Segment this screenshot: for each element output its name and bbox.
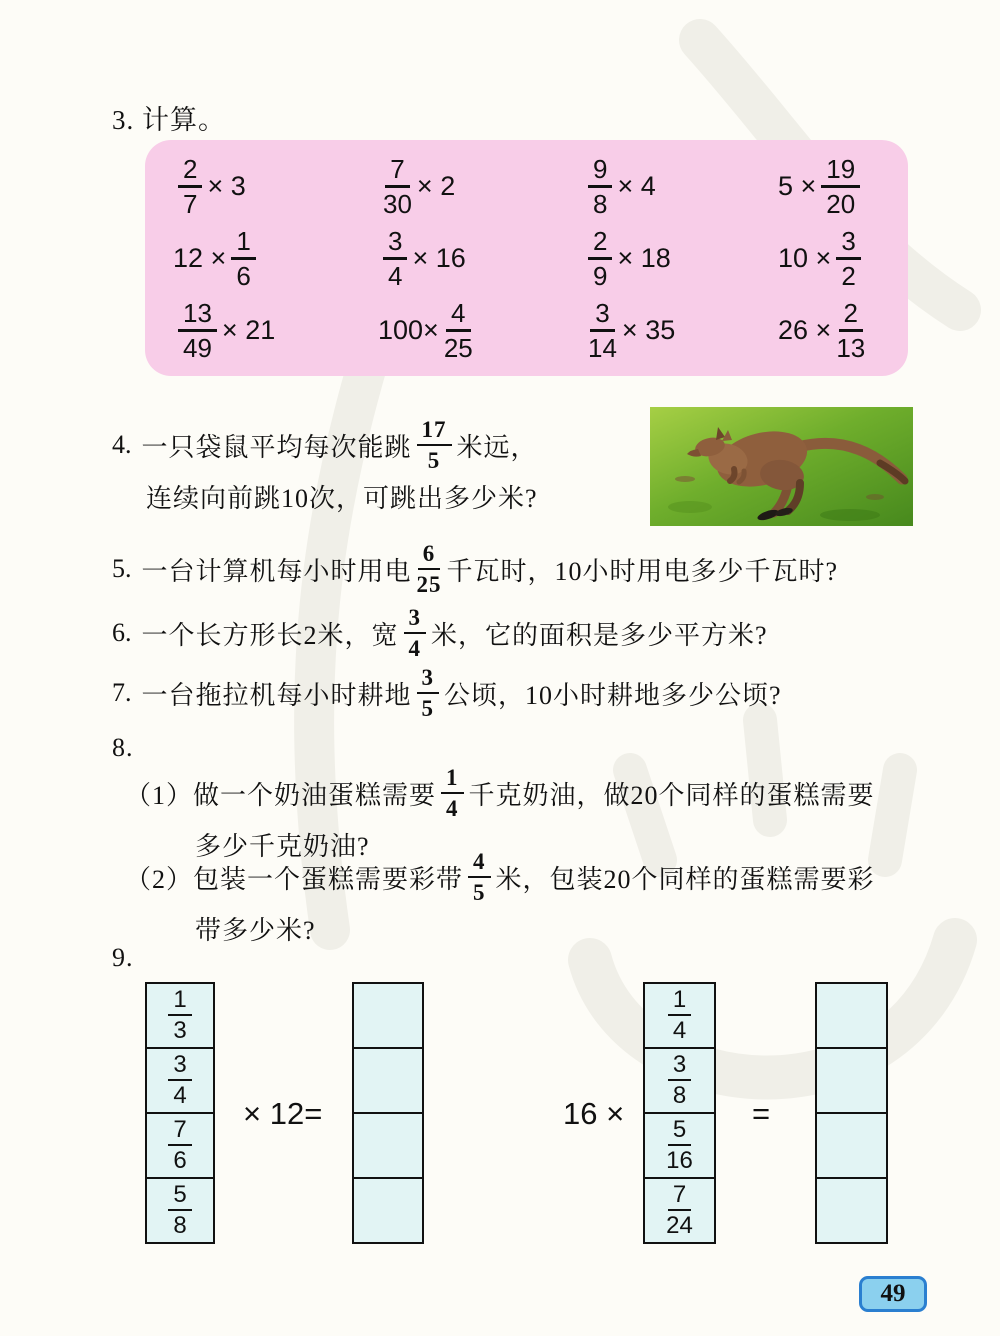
exercise-right: × 35: [621, 314, 676, 345]
numerator: 3: [836, 228, 860, 260]
problem6-number: 6.: [112, 618, 132, 647]
problem3-number: 3.: [112, 105, 135, 135]
numerator: 3: [168, 1053, 191, 1081]
exercise-right: × 21: [221, 314, 276, 345]
exercise-4: [778, 153, 898, 219]
fraction: [666, 1183, 693, 1238]
numerator: 6: [418, 542, 441, 570]
fraction: [383, 225, 407, 291]
problem8-sub1-text: 多少千克奶油?: [195, 832, 370, 861]
problem7: [112, 666, 782, 720]
table-cell: [147, 1179, 213, 1242]
fraction: [231, 225, 255, 291]
problem8-sub2-text: 带多少米?: [195, 916, 316, 945]
exercise-7: [583, 225, 778, 291]
problem9-left-answer-table: [352, 982, 424, 1244]
answer-cell[interactable]: [354, 1049, 422, 1114]
fraction: [178, 153, 202, 219]
fraction: [168, 1053, 191, 1108]
exercise-left: 100×: [378, 314, 439, 345]
problem5-text: 千瓦时，10小时用电多少千瓦时?: [446, 556, 839, 586]
denominator: 24: [666, 1212, 693, 1239]
problem7-number: 7.: [112, 678, 132, 707]
fraction: [383, 153, 412, 219]
problem4-text: 连续向前跳10次，可跳出多少米?: [146, 484, 538, 513]
exercise-8: [778, 225, 898, 291]
table-cell: [645, 1049, 714, 1114]
problem3-title-text: 计算。: [142, 105, 226, 135]
problem9-operator-times12: × 12=: [243, 1096, 323, 1131]
denominator: 8: [672, 1082, 687, 1109]
denominator: 7: [183, 188, 198, 219]
kangaroo-photo: [650, 407, 913, 526]
numerator: 3: [404, 606, 427, 634]
numerator: 13: [178, 300, 217, 332]
table-cell: [147, 1049, 213, 1114]
problem8-sub2-text: 包装一个蛋糕需要彩带: [193, 864, 464, 894]
denominator: 6: [236, 260, 251, 291]
denominator: 20: [826, 188, 856, 219]
answer-cell[interactable]: [817, 1049, 886, 1114]
numerator: 17: [417, 418, 452, 446]
numerator: 7: [168, 1118, 191, 1146]
fraction: [178, 297, 217, 363]
denominator: 16: [666, 1147, 693, 1174]
problem9-operator-equals: =: [752, 1096, 771, 1131]
problem3-exercise-box: [145, 140, 908, 376]
problem7-text: 公顷，10小时耕地多少公顷?: [444, 680, 782, 710]
exercise-left: 26 ×: [778, 314, 832, 345]
problem4-number: 4.: [112, 430, 132, 459]
denominator: 5: [427, 448, 441, 473]
numerator: 19: [821, 156, 860, 188]
answer-cell[interactable]: [354, 984, 422, 1049]
fraction: [668, 988, 691, 1043]
numerator: 7: [385, 156, 409, 188]
exercise-6: [378, 225, 583, 291]
table-cell: [147, 984, 213, 1049]
exercise-11: [583, 297, 778, 363]
answer-cell[interactable]: [354, 1114, 422, 1179]
problem8-sub2-line1: [125, 850, 875, 904]
table-cell: [645, 1179, 714, 1242]
exercise-2: [378, 153, 583, 219]
denominator: 5: [421, 696, 435, 721]
denominator: 14: [588, 332, 617, 363]
exercise-1: [173, 153, 378, 219]
fraction: [441, 766, 464, 820]
numerator: 3: [668, 1053, 691, 1081]
problem5-text: 一台计算机每小时用电: [141, 556, 412, 586]
numerator: 3: [417, 666, 440, 694]
numerator: 1: [668, 988, 691, 1016]
numerator: 3: [590, 300, 614, 332]
numerator: 1: [441, 766, 464, 794]
denominator: 13: [836, 332, 866, 363]
answer-cell[interactable]: [817, 984, 886, 1049]
denominator: 4: [173, 1082, 187, 1109]
fraction: [666, 1118, 693, 1173]
numerator: 1: [231, 228, 255, 260]
denominator: 8: [593, 188, 608, 219]
fraction: [588, 297, 617, 363]
exercise-right: × 2: [416, 170, 456, 201]
fraction: [417, 542, 442, 596]
exercise-right: × 3: [207, 170, 246, 201]
problem9-number: 9.: [112, 943, 134, 972]
problem8-sub2-number: （2）: [125, 864, 194, 894]
exercise-10: [378, 297, 583, 363]
page-number: 49: [880, 1280, 906, 1307]
problem8-sub1: [125, 766, 875, 863]
exercise-left: 5 ×: [778, 170, 817, 201]
problem4-text: 一只袋鼠平均每次能跳: [141, 432, 412, 462]
problem6: [112, 606, 768, 660]
numerator: 4: [446, 300, 470, 332]
fraction: [821, 153, 860, 219]
problem9-left-fraction-table: [145, 982, 215, 1244]
denominator: 25: [416, 572, 442, 597]
denominator: 5: [473, 880, 486, 905]
fraction: [417, 418, 452, 472]
exercise-right: × 4: [617, 170, 656, 201]
problem8-sub2-text: 米，包装20个同样的蛋糕需要彩: [495, 864, 875, 894]
fraction: [588, 225, 612, 291]
fraction: [168, 1118, 191, 1173]
denominator: 3: [173, 1017, 187, 1044]
fraction: [404, 606, 427, 660]
exercise-right: × 18: [617, 242, 671, 273]
denominator: 4: [408, 636, 422, 661]
numerator: 5: [668, 1118, 691, 1146]
numerator: 9: [588, 156, 612, 188]
table-cell: [147, 1114, 213, 1179]
numerator: 4: [468, 850, 491, 878]
problem3-title: [112, 98, 226, 137]
denominator: 4: [672, 1017, 687, 1044]
answer-cell[interactable]: [354, 1179, 422, 1242]
problem8-sub1-number: （1）: [125, 780, 194, 810]
problem4-line2: [146, 478, 538, 515]
fraction: [168, 1183, 191, 1238]
fraction: [468, 850, 491, 904]
numerator: 2: [839, 300, 863, 332]
fraction: [588, 153, 612, 219]
problem8-sub1-line1: [125, 766, 875, 820]
table-cell: [645, 1114, 714, 1179]
problem5-number: 5.: [112, 554, 132, 583]
page-number-badge: [859, 1276, 927, 1312]
fraction: [168, 988, 191, 1043]
fraction: [668, 1053, 691, 1108]
answer-cell[interactable]: [817, 1179, 886, 1242]
numerator: 2: [588, 228, 612, 260]
numerator: 7: [668, 1183, 691, 1211]
exercise-3: [583, 153, 778, 219]
answer-cell[interactable]: [817, 1114, 886, 1179]
denominator: 4: [446, 796, 459, 821]
problem9-right-answer-table: [815, 982, 888, 1244]
exercise-left: 10 ×: [778, 242, 832, 273]
fraction: [836, 297, 866, 363]
denominator: 6: [173, 1147, 187, 1174]
problem8-number: 8.: [112, 733, 134, 762]
denominator: 2: [841, 260, 856, 291]
exercise-5: [173, 225, 378, 291]
denominator: 8: [173, 1212, 187, 1239]
problem6-text: 米，它的面积是多少平方米?: [431, 620, 768, 650]
problem4: [112, 418, 538, 515]
problem8-sub2-line2: [195, 910, 875, 947]
problem7-text: 一台拖拉机每小时耕地: [141, 680, 412, 710]
problem8-sub1-text: 做一个奶油蛋糕需要: [193, 780, 437, 810]
exercise-12: [778, 297, 898, 363]
problem8-sub2: [125, 850, 875, 947]
fraction: [417, 666, 440, 720]
denominator: 30: [383, 188, 412, 219]
table-cell: [645, 984, 714, 1049]
problem8-sub1-text: 千克奶油，做20个同样的蛋糕需要: [468, 780, 875, 810]
numerator: 2: [178, 156, 202, 188]
problem6-text: 一个长方形长2米，宽: [141, 620, 399, 650]
problem9-operator-16times: 16 ×: [563, 1096, 625, 1131]
denominator: 49: [183, 332, 212, 363]
exercise-right: × 16: [412, 242, 466, 273]
problem9-right-fraction-table: [643, 982, 716, 1244]
numerator: 3: [383, 228, 407, 260]
problem4-text: 米远，: [456, 432, 538, 462]
exercise-9: [173, 297, 378, 363]
denominator: 4: [388, 260, 403, 291]
numerator: 1: [168, 988, 191, 1016]
numerator: 5: [168, 1183, 191, 1211]
fraction: [836, 225, 860, 291]
denominator: 25: [443, 332, 473, 363]
fraction: [443, 297, 473, 363]
exercise-left: 12 ×: [173, 242, 227, 273]
problem5: [112, 542, 838, 596]
denominator: 9: [593, 260, 608, 291]
problem4-line1: [112, 418, 538, 472]
